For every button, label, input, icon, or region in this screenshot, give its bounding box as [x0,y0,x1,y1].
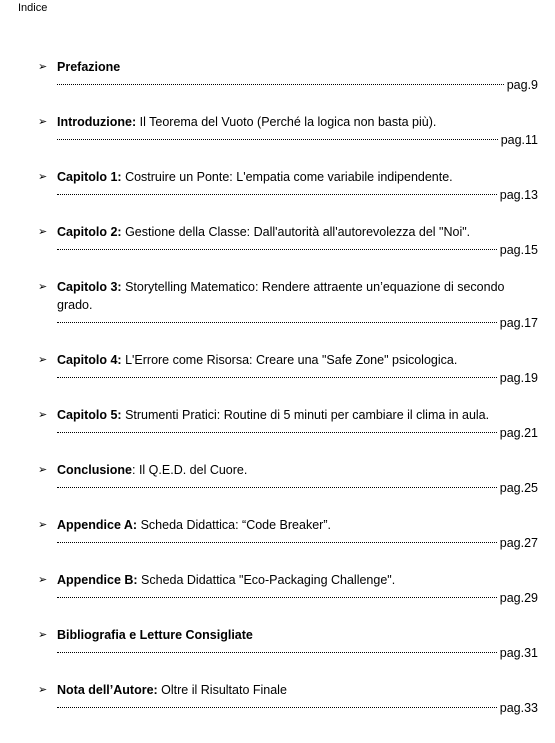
toc-entry-text: Il Teorema del Vuoto (Perché la logica non basta più). [136,115,437,129]
toc-entry-text: Storytelling Matematico: Rendere attraente un’equazione di secondo grado. [57,280,505,312]
toc-entry[interactable] [38,278,538,332]
dot-leader [57,138,498,140]
toc-entry[interactable] [38,113,538,149]
toc-leader-line [57,534,538,552]
toc-entry-text: Gestione della Classe: Dall'autorità all'autorevolezza del "Noi". [121,225,471,239]
toc-leader-line [57,314,538,332]
toc-leader-line [57,424,538,442]
toc-entry-text: Oltre il Risultato Finale [157,683,287,697]
toc-entry-label: Capitolo 2: [57,225,122,239]
arrow-bullet-icon: ➢ [38,61,48,73]
arrow-bullet-icon: ➢ [38,171,48,183]
arrow-bullet-icon: ➢ [38,281,48,293]
toc-page-number: pag.25 [499,481,538,495]
toc-entry-label: Capitolo 5: [57,408,122,422]
toc-entry-title [57,406,538,424]
toc-entry-label: Introduzione: [57,115,137,129]
dot-leader [57,83,504,85]
toc-page-number: pag.31 [499,646,538,660]
dot-leader [57,706,497,708]
toc-entry-label: Appendice B: [57,573,138,587]
toc-entry-title [57,516,538,534]
toc-entry-title [57,58,538,76]
dot-leader [57,431,497,433]
toc-entry[interactable] [38,461,538,497]
toc-entry-title [57,626,538,644]
toc-page-number: pag.11 [500,133,538,147]
toc-entry-label: Capitolo 4: [57,353,122,367]
toc-entry-title [57,223,538,241]
toc-leader-line [57,589,538,607]
arrow-bullet-icon: ➢ [38,354,48,366]
toc-entry-title [57,571,538,589]
arrow-bullet-icon: ➢ [38,684,48,696]
arrow-bullet-icon: ➢ [38,464,48,476]
dot-leader [57,376,497,378]
toc-leader-line [57,186,538,204]
dot-leader [57,541,497,543]
toc-entry-title [57,113,538,131]
toc-page-number: pag.15 [499,243,538,257]
toc-entry-title [57,278,538,314]
toc-entry-text: Scheda Didattica: “Code Breaker”. [137,518,331,532]
arrow-bullet-icon: ➢ [38,226,48,238]
toc-entry[interactable] [38,571,538,607]
toc-entry-title [57,461,538,479]
toc-entry-title [57,351,538,369]
toc-page-number: pag.17 [499,316,538,330]
dot-leader [57,193,497,195]
toc-leader-line [57,479,538,497]
dot-leader [57,596,497,598]
toc-leader-line [57,699,538,717]
toc-entry-label: Bibliografia e Letture Consigliate [57,628,253,642]
dot-leader [57,486,497,488]
toc-entry-title [57,168,538,186]
toc-entry-label: Conclusione [57,463,133,477]
toc-entry-text: Strumenti Pratici: Routine di 5 minuti per cambiare il clima in aula. [121,408,490,422]
toc-entry-text: L'Errore come Risorsa: Creare una "Safe Zone" psicologica. [121,353,458,367]
toc-leader-line [57,644,538,662]
arrow-bullet-icon: ➢ [38,116,48,128]
toc-leader-line [57,131,538,149]
toc-entry-label: Appendice A: [57,518,138,532]
toc-entry-label: Prefazione [57,60,121,74]
toc-page-number: pag.33 [499,701,538,715]
toc-entry[interactable] [38,351,538,387]
arrow-bullet-icon: ➢ [38,629,48,641]
toc-entry-label: Capitolo 3: [57,280,122,294]
toc-leader-line [57,76,538,94]
toc-page-number: pag.21 [499,426,538,440]
dot-leader [57,321,497,323]
toc-page-number: pag.19 [499,371,538,385]
toc-leader-line [57,369,538,387]
toc-entry-title [57,681,538,699]
toc-leader-line [57,241,538,259]
toc-entry[interactable] [38,406,538,442]
arrow-bullet-icon: ➢ [38,409,48,421]
toc-page-number: pag.13 [499,188,538,202]
toc-entry[interactable] [38,168,538,204]
toc-entry[interactable] [38,516,538,552]
toc-entry[interactable] [38,681,538,717]
toc-entry-text: : Il Q.E.D. del Cuore. [132,463,248,477]
toc-entry-text: Scheda Didattica "Eco-Packaging Challenge". [137,573,396,587]
dot-leader [57,651,497,653]
toc-entry[interactable] [38,223,538,259]
arrow-bullet-icon: ➢ [38,574,48,586]
toc-entry-label: Nota dell’Autore: [57,683,158,697]
toc-page-number: pag.27 [499,536,538,550]
dot-leader [57,248,497,250]
toc-page-number: pag.29 [499,591,538,605]
table-of-contents [38,58,538,736]
page-header-title: Indice [18,2,48,14]
arrow-bullet-icon: ➢ [38,519,48,531]
toc-entry[interactable] [38,58,538,94]
toc-entry-text: Costruire un Ponte: L'empatia come variabile indipendente. [121,170,453,184]
toc-entry-label: Capitolo 1: [57,170,122,184]
toc-entry[interactable] [38,626,538,662]
toc-page-number: pag.9 [506,78,538,92]
